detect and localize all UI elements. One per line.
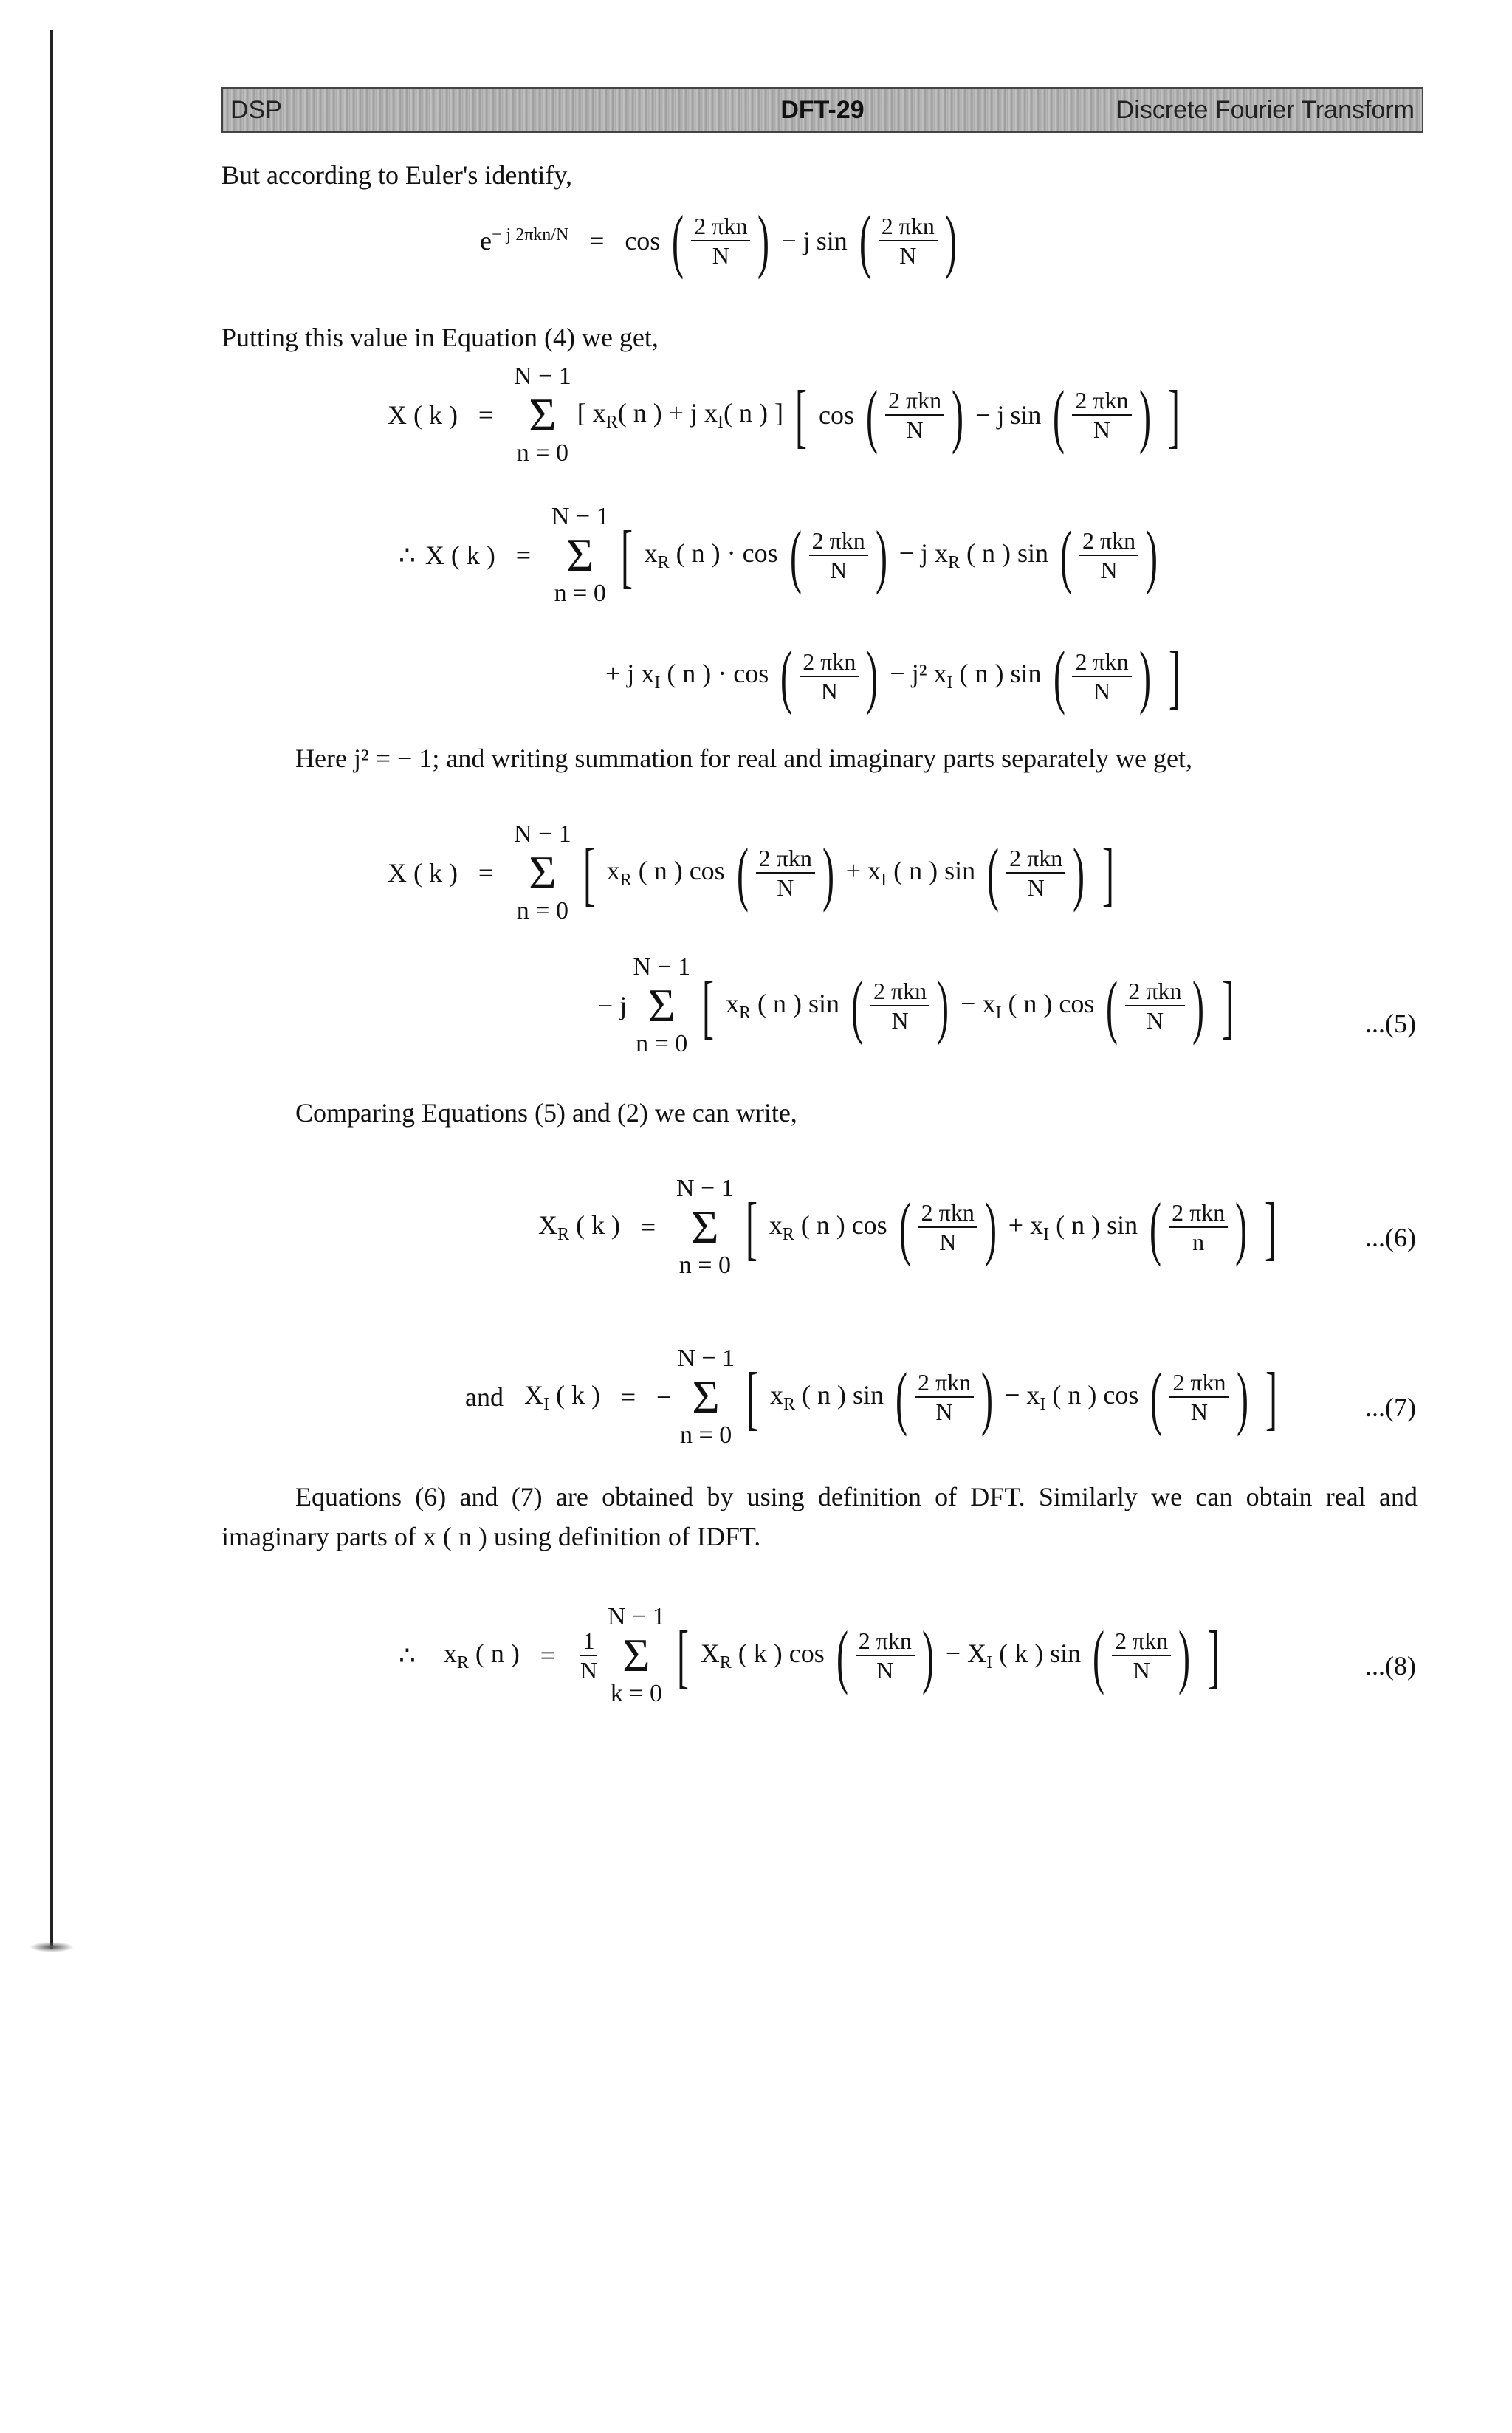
header-page-number: DFT-29 <box>780 96 865 124</box>
putting-value-text: Putting this value in Equation (4) we get, <box>221 323 659 352</box>
equation-tag-5: ...(5) <box>1365 1009 1416 1038</box>
equation-tag-8: ...(8) <box>1365 1651 1416 1681</box>
binding-line <box>50 30 53 1949</box>
eq8: ∴ $x_R$ ( n ) = $\frac{1}{N}$ N − 1 Σ k = 0 [ $X_R$ ( k ) cos ( $\frac{\text{2 πkn}}{N}$ ) − $X_I$ ( k ) sin ( $\frac{\text{2 πkn}}{N}$ ) ] <box>399 1602 1226 1709</box>
equations-obtained-text: Equations (6) and (7) are obtained by using definition of DFT. Similarly we can obtain real and imaginary parts of x ( n ) using definition of IDFT. <box>221 1482 1418 1551</box>
euler-equation: $e^{- j 2\pi kn/N}$ = cos ( $\frac{\text{2 πkn}}{N}$ ) − j sin ( $\frac{\text{2 πkn}}{N}$ ) <box>480 199 963 281</box>
eq5-real: X ( k ) = N − 1 Σ n = 0 [ $x_R$ ( n ) cos ( $\frac{\text{2 πkn}}{N}$ ) + $x_I$ ( n ) sin ( $\frac{\text{2 πkn}}{N}$ ) ] <box>340 820 1120 926</box>
binding-mark <box>30 1942 74 1952</box>
xk-equation-2: ∴ X ( k ) = N − 1 Σ n = 0 [ $x_R$ ( n ) · cos ( $\frac{\text{2 πkn}}{N}$ ) − j $x_R$ ( n ) sin ( $\frac{\text{2 πkn}}{N}$ ) <box>340 502 1164 608</box>
eq6: $X_R$ ( k ) = N − 1 Σ n = 0 [ $x_R$ ( n ) cos ( $\frac{\text{2 πkn}}{N}$ ) + $x_I$ ( n ) sin ( $\frac{\text{2 πkn}}{n}$ ) ] <box>517 1174 1282 1280</box>
equation-tag-6: ...(6) <box>1365 1223 1416 1252</box>
eq7: and $X_I$ ( k ) = − N − 1 Σ n = 0 [ $x_R$ ( n ) sin ( $\frac{\text{2 πkn}}{N}$ ) − $x_I$ ( n ) cos ( $\frac{\text{2 πkn}}{N}$ ) ] <box>465 1344 1283 1450</box>
here-j2-text: Here j² = − 1; and writing summation for real and imaginary parts separately we get, <box>295 744 1193 773</box>
header-title: Discrete Fourier Transform <box>1116 96 1415 124</box>
e-symbol: $e^{- j 2\pi kn/N}$ <box>480 224 569 255</box>
euler-intro: But according to Euler's identify, <box>221 160 573 190</box>
eq5-imag: − j N − 1 Σ n = 0 [ $x_R$ ( n ) sin ( $\frac{\text{2 πkn}}{N}$ ) − $x_I$ ( n ) cos ( $\frac{\text{2 πkn}}{N}$ ) ] <box>598 953 1239 1059</box>
xk-equation-2-cont: + j $x_I$ ( n ) · cos ( $\frac{\text{2 πkn}}{N}$ ) − j² $x_I$ ( n ) sin ( $\frac{\text{2 πkn}}{N}$ ) ] <box>605 635 1186 717</box>
equation-tag-7: ...(7) <box>1365 1393 1416 1422</box>
xk-equation-1: X ( k ) = N − 1 Σ n = 0 [ $x_R$( n ) + j $x_I$( n ) ] [ cos ( $\frac{\text{2 πkn}}{N}$ ) − j sin ( $\frac{\text{2 πkn}}{N}$ ) ] <box>340 362 1186 468</box>
page-header <box>221 87 1423 133</box>
header-left: DSP <box>230 96 282 124</box>
comparing-text: Comparing Equations (5) and (2) we can write, <box>295 1098 797 1128</box>
